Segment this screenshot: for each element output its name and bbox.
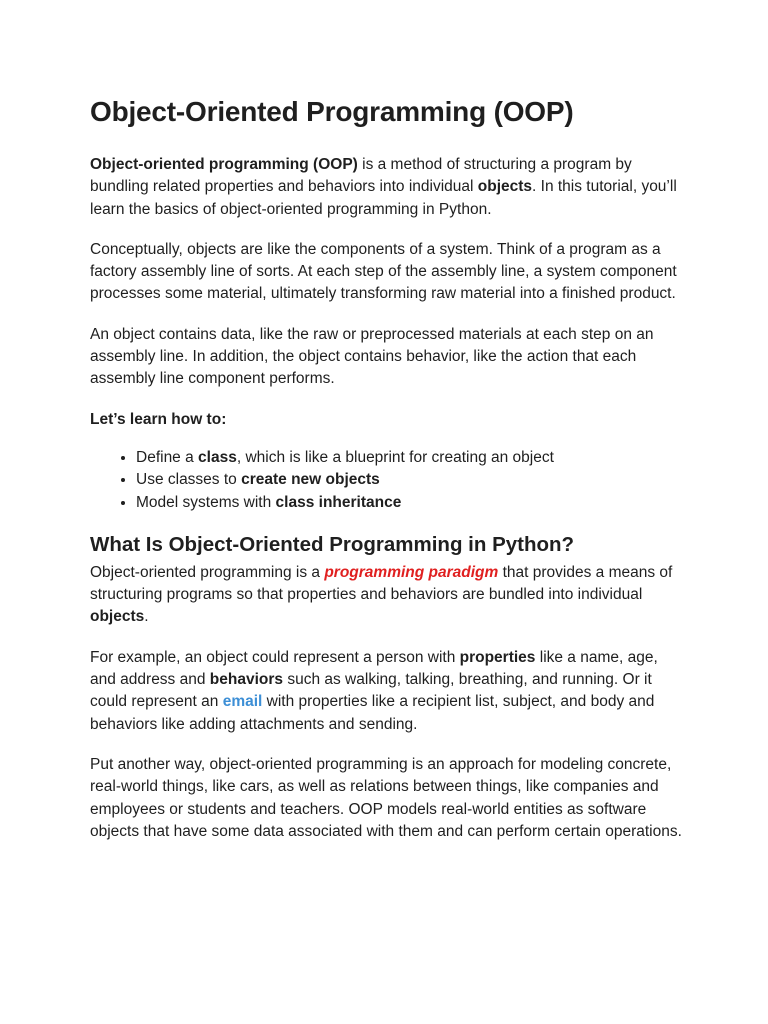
list-item: • Define a class, which is like a blueprint for creating an object <box>136 447 682 469</box>
learn-heading: Let’s learn how to: <box>90 410 227 428</box>
oop-term: Object-oriented programming (OOP) <box>90 156 358 173</box>
concept-paragraph: Conceptually, objects are like the components of a system. Think of a program as a factory assembly line of sorts. At each step of the assembly line, a system component processes some material, ultimately transforming raw material into a finished product. <box>90 240 677 303</box>
intro-paragraph: Object-oriented programming (OOP) is a method of structuring a program by bundling related properties and behaviors into individual objects. In this tutorial, you’ll learn the basics of object-oriented programming in Python. <box>90 156 677 218</box>
programming-paradigm-link[interactable]: programming paradigm <box>324 563 499 581</box>
modeling-paragraph: Put another way, object-oriented programming is an approach for modeling concrete, real-world things, like cars, as well as relations between things, like companies and employees or students and teachers. OOP models real-world entities as software objects that have some data associated with them and can perform certain operations. <box>90 755 682 840</box>
objects-term: objects <box>477 178 533 196</box>
page-title: Object-Oriented Programming (OOP) <box>90 96 574 127</box>
paradigm-paragraph: Object-oriented programming is a programming paradigm that provides a means of structuring programs so that properties and behaviors are bundled into individual objects. <box>90 563 673 626</box>
learn-list <box>90 447 682 514</box>
section-heading: What Is Object-Oriented Programming in Python? <box>90 532 575 556</box>
list-item: • Model systems with class inheritance <box>136 492 682 514</box>
example-paragraph: For example, an object could represent a person with properties like a name, age, and address and behaviors such as walking, talking, breathing, and running. Or it could represent an email with properties like a recipient list, subject, and body and behaviors like adding attachments and sending. <box>90 648 658 733</box>
list-item: • Use classes to create new objects <box>136 469 682 491</box>
object-data-paragraph: An object contains data, like the raw or preprocessed materials at each step on an assembly line. In addition, the object contains behavior, like the action that each assembly line component performs. <box>90 325 654 388</box>
email-link[interactable]: email <box>222 693 263 711</box>
